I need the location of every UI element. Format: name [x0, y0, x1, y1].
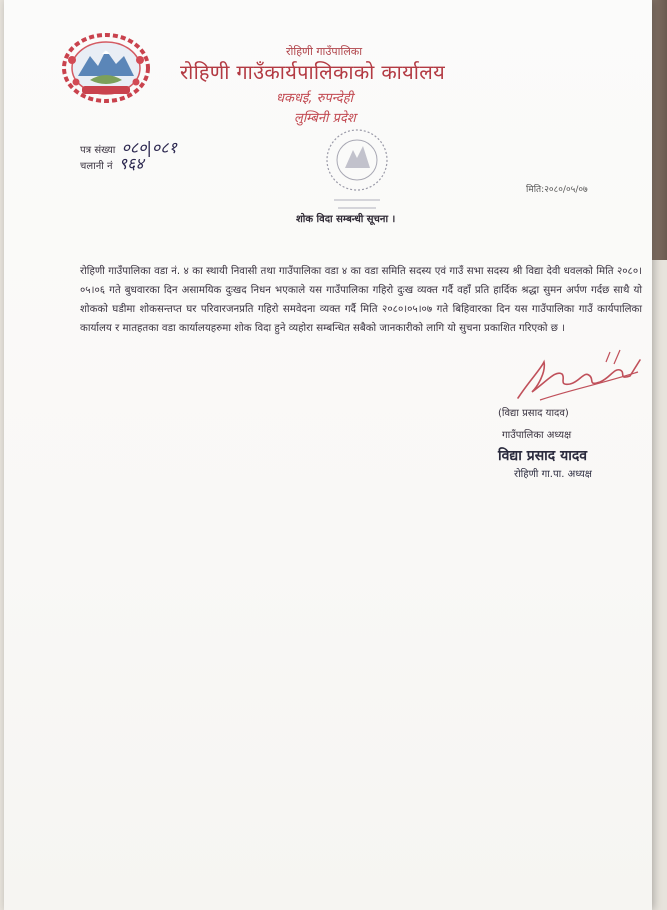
- issue-date: मिति:२०८०/०५/०७: [526, 185, 588, 195]
- office-stamp-seal: [318, 120, 396, 224]
- nepal-emblem-logo: [60, 30, 152, 104]
- signatory-name: (विद्या प्रसाद यादव): [498, 408, 569, 419]
- municipality-name: रोहिणी गाउँपालिका: [286, 45, 363, 58]
- signatory-stamp-title: रोहिणी गा.पा. अध्यक्ष: [514, 469, 592, 480]
- letter-number-label: पत्र संख्या: [80, 145, 116, 156]
- office-address: धकधई, रुपन्देही: [276, 91, 353, 106]
- dispatch-number-label: चलानी नं: [80, 161, 113, 172]
- handwritten-signature: [510, 340, 646, 410]
- office-title: रोहिणी गाउँकार्यपालिकाको कार्यालय: [180, 60, 445, 84]
- notice-body: रोहिणी गाउँपालिका वडा नं. ४ का स्थायी निवासी तथा गाउँपालिका वडा ४ का वडा समिति सदस्य एवं गाउँ सभा सदस्य श्री विद्या देवी धवलको मिति २०८०।०५।०६ गते बुधवारका दिन असामयिक दुःखद निधन भएकाले यस गाउँपालिका गहिरो दुःख व्यक्त गर्दै वहाँ प्रति हार्दिक श्रद्धा सुमन अर्पण गर्दछ साथै यो शोकको घडीमा शोकसन्तप्त घर परिवारजनप्रति गहिरो समवेदना व्यक्त गर्दै मिति २०८०।०५।०७ गते बिहिवारका दिन यस गाउँपालिका गाउँ कार्यपालिका कार्यालय र मातहतका वडा कार्यालयहरुमा शोक विदा हुने व्यहोरा सम्बन्धित सबैको जानकारीको लागि यो सुचना प्रकाशित गरिएको छ ।: [80, 266, 642, 334]
- signatory-title: गाउँपालिका अध्यक्ष: [502, 430, 572, 441]
- dispatch-number-row: [80, 152, 144, 174]
- notice-subject: शोक विदा सम्बन्धी सूचना ।: [296, 214, 396, 225]
- document-page: [4, 0, 652, 910]
- letter-number-value: ०८०|०८१: [121, 138, 177, 157]
- signatory-stamp-name: विद्या प्रसाद यादव: [498, 448, 588, 464]
- dispatch-number-value: ९६४: [118, 154, 144, 173]
- province-name: लुम्बिनी प्रदेश: [294, 111, 356, 126]
